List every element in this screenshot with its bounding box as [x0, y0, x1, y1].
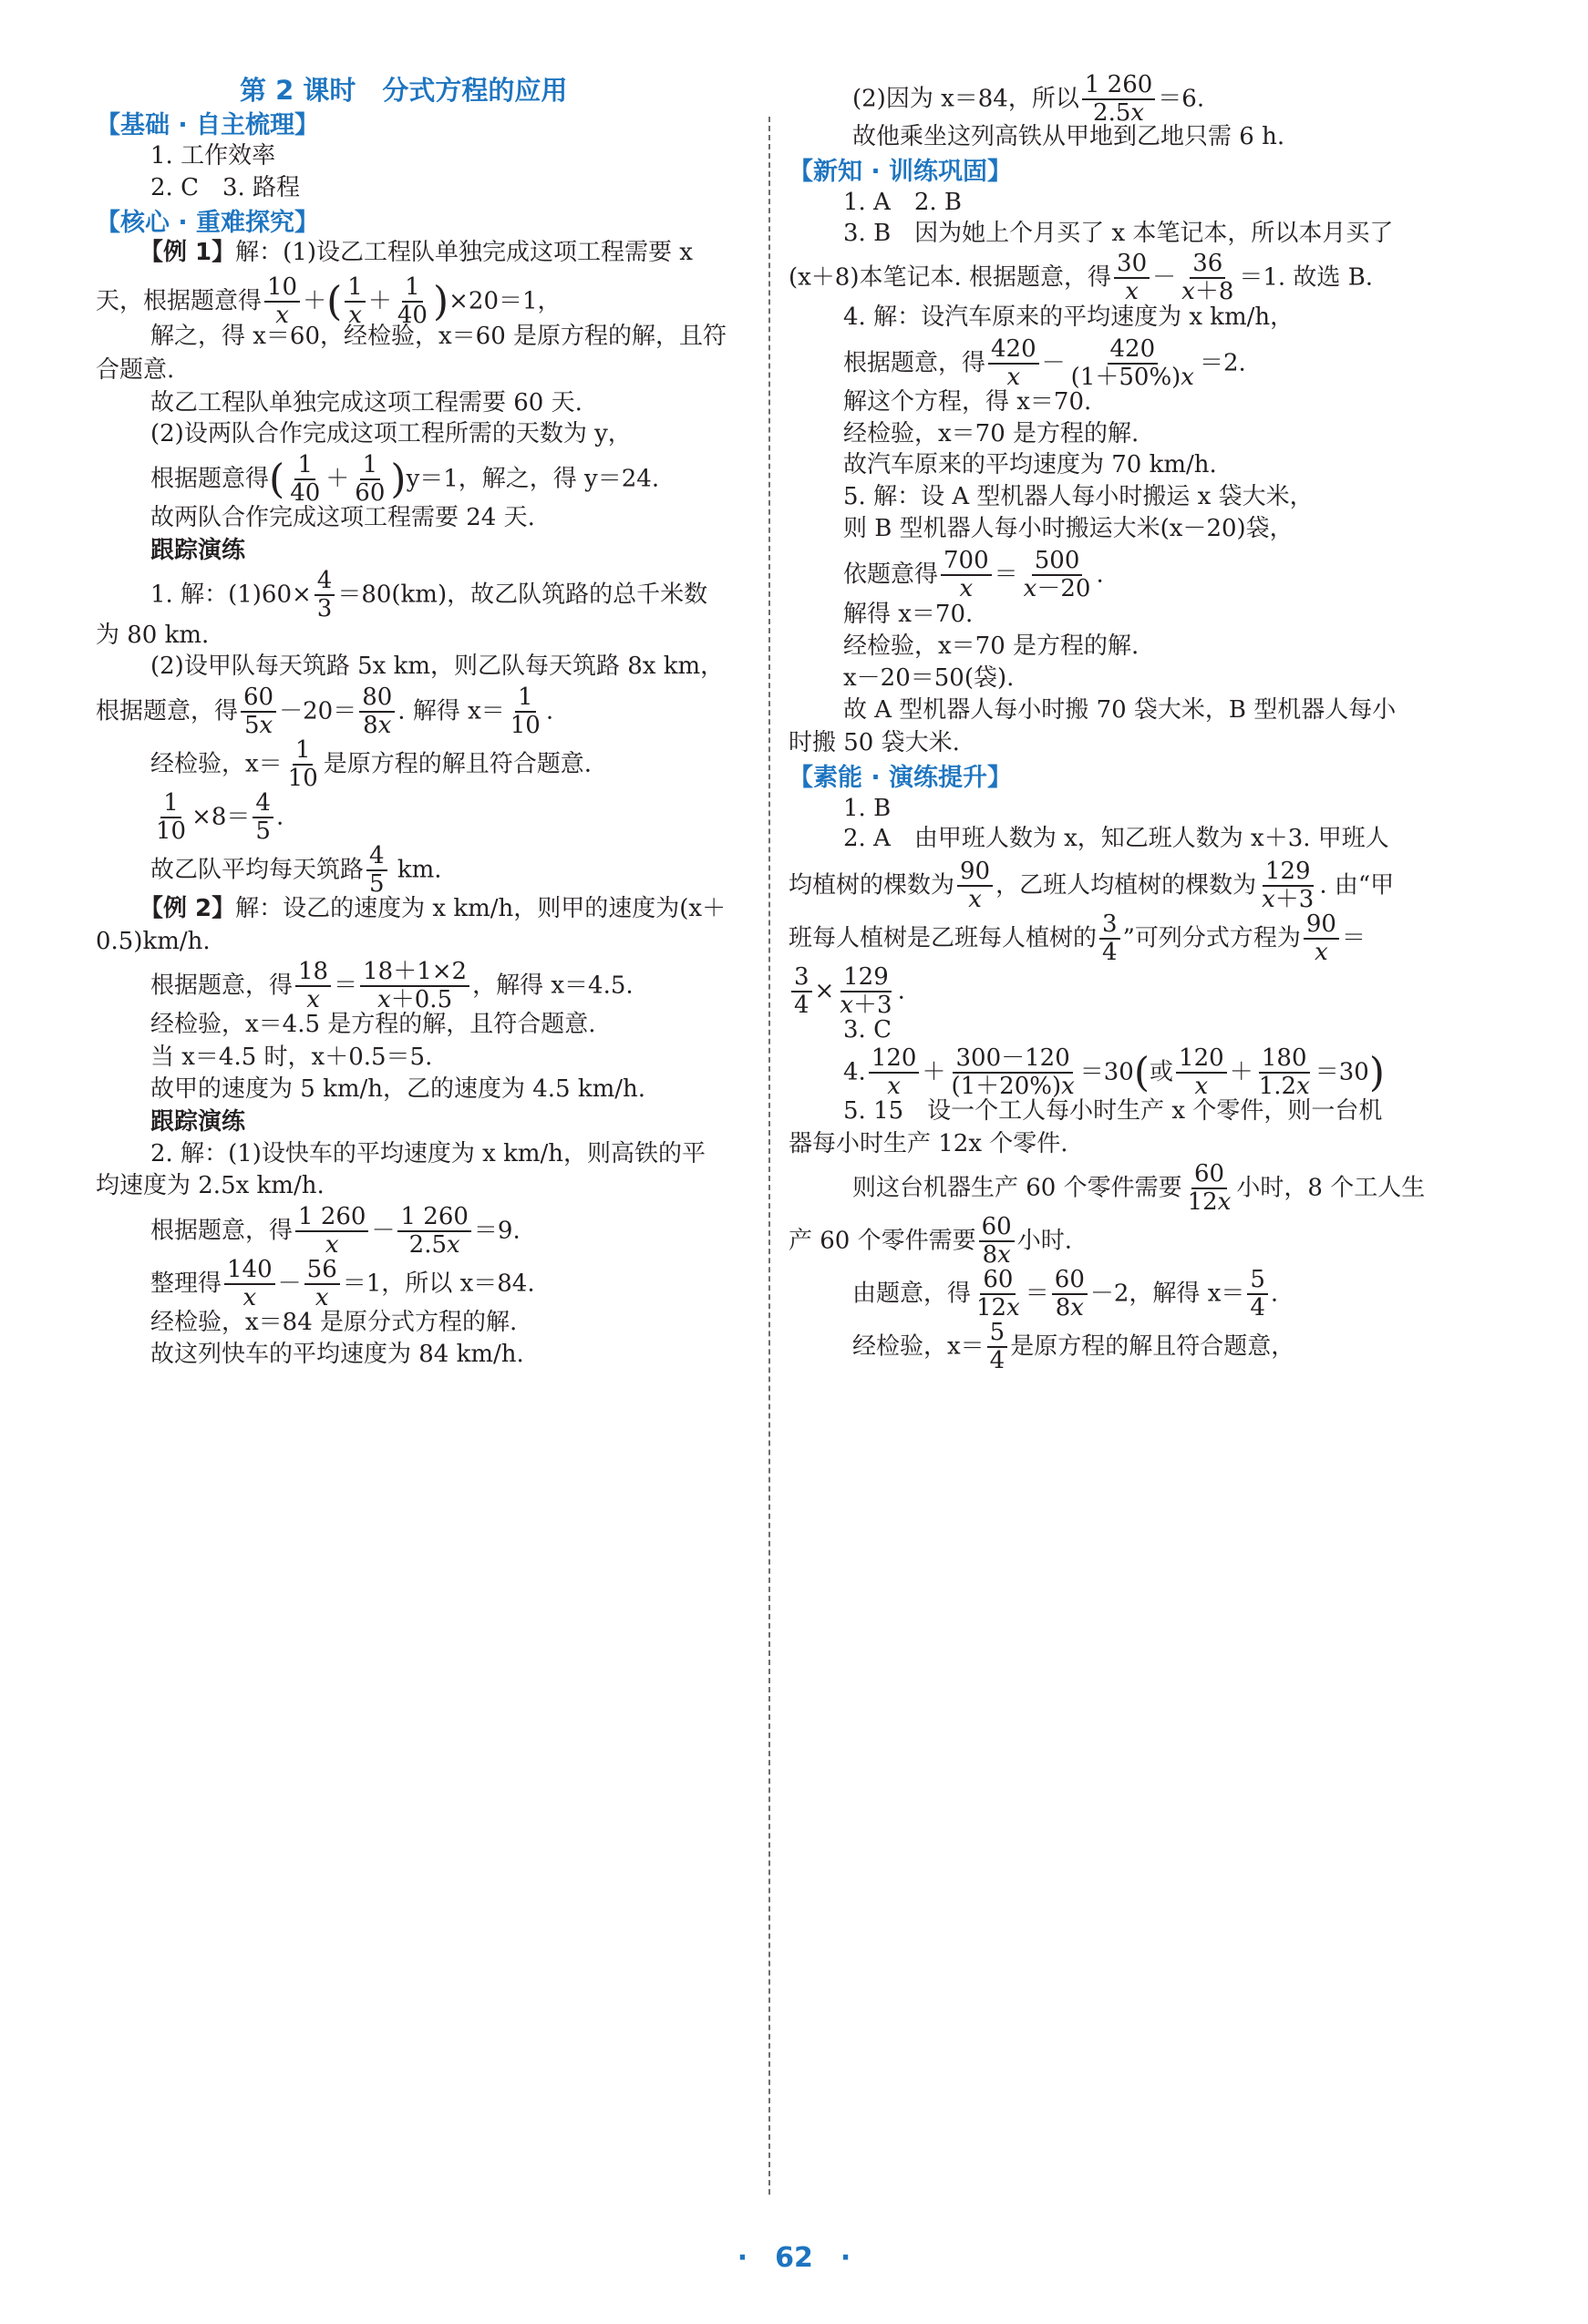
- example-1-line-7: 根据题意得( $\frac{1}{40}$ ＋ $\frac{1}{60}$ )y＝1，解之，得 y＝24.: [150, 451, 660, 508]
- track-2-line-4: 整理得 $\frac{140}{x}$ － $\frac{56}{x}$ ＝1，所以 x＝84.: [150, 1256, 535, 1312]
- ability-item-4: 4. $\frac{120}{x}$ ＋ $\frac{300-120}{(1+20\%)x}$ ＝30(或 $\frac{120}{x}$ ＋ $\frac{180}{1.2x}$ ＝30): [843, 1044, 1385, 1101]
- basic-item-1: 1. 工作效率: [150, 142, 276, 170]
- example-2-line-5: 当 x＝4.5 时，x＋0.5＝5.: [150, 1044, 433, 1071]
- track-1-line-5: 经检验，x＝ $\frac{1}{10}$ 是原方程的解且符合题意.: [150, 736, 593, 793]
- ability-item-2-line-1: 2. A 由甲班人数为 x，知乙班人数为 x＋3. 甲班人: [843, 825, 1389, 852]
- example-1-line-1: 【例 1】解：(1)设乙工程队单独完成这项工程需要 x: [139, 239, 693, 266]
- track-2-line-5: 经检验，x＝84 是原分式方程的解.: [150, 1309, 518, 1336]
- newknow-item-1-2: 1. A 2. B: [843, 189, 963, 216]
- ability-item-5-line-3: 则这台机器生产 60 个零件需要 $\frac{60}{12x}$ 小时，8 个工人生: [852, 1160, 1426, 1217]
- newknow-item-5-line-3: 依题意得 $\frac{700}{x}$ ＝ $\frac{500}{x-20}$ .: [843, 547, 1104, 603]
- newknow-item-3-line-2: (x＋8)本笔记本. 根据题意，得 $\frac{30}{x}$ － $\frac{36}{x+8}$ ＝1. 故选 B.: [789, 250, 1374, 306]
- example-1-label: 【例 1】: [139, 239, 236, 266]
- track-2-line-8: 故他乘坐这列高铁从甲地到乙地只需 6 h.: [852, 123, 1285, 150]
- example-2-line-4: 经检验，x＝4.5 是方程的解，且符合题意.: [150, 1011, 596, 1038]
- ability-item-1: 1. B: [843, 795, 892, 822]
- newknow-item-4-line-4: 经检验，x＝70 是方程的解.: [843, 420, 1139, 447]
- ability-item-5-line-2: 器每小时生产 12x 个零件.: [789, 1130, 1068, 1157]
- track-1-line-7: 故乙队平均每天筑路 $\frac{4}{5}$ km.: [150, 842, 442, 899]
- example-1-line-6: (2)设两队合作完成这项工程所需的天数为 y，: [150, 420, 632, 447]
- track-2-line-3: 根据题意，得 $\frac{1 260}{x}$ － $\frac{1 260}{2.5x}$ ＝9.: [150, 1203, 521, 1260]
- track-2-line-7: (2)因为 x＝84，所以 $\frac{1 260}{2.5x}$ ＝6.: [852, 71, 1205, 128]
- newknow-item-5-line-2: 则 B 型机器人每小时搬运大米(x－20)袋，: [843, 515, 1294, 542]
- track-1-line-1: 1. 解：(1)60× $\frac{4}{3}$ ＝80(km)，故乙队筑路的总千米数: [150, 567, 708, 623]
- newknow-item-3-line-1: 3. B 因为她上个月买了 x 本笔记本，所以本月买了: [843, 220, 1394, 247]
- track-2-line-1: 2. 解：(1)设快车的平均速度为 x km/h，则高铁的平: [150, 1140, 706, 1167]
- newknow-item-5-line-8: 时搬 50 袋大米.: [789, 729, 960, 756]
- ability-item-5-line-6: 经检验，x＝ $\frac{5}{4}$ 是原方程的解且符合题意，: [852, 1319, 1295, 1375]
- example-1-line-3: 解之，得 x＝60，经检验，x＝60 是原方程的解，且符: [150, 323, 727, 350]
- basic-item-2: 2. C 3. 路程: [150, 174, 301, 201]
- section-newknow-heading: 【新知 · 训练巩固】: [789, 158, 1013, 186]
- newknow-item-5-line-7: 故 A 型机器人每小时搬 70 袋大米，B 型机器人每小: [843, 696, 1397, 724]
- track-1-line-4: 根据题意，得 $\frac{60}{5x}$ －20＝ $\frac{80}{8x}$ . 解得 x＝ $\frac{1}{10}$ .: [96, 684, 554, 740]
- track-1-line-3: (2)设甲队每天筑路 5x km，则乙队每天筑路 8x km，: [150, 653, 725, 680]
- ability-item-5-line-1: 5. 15 设一个工人每小时生产 x 个零件，则一台机: [843, 1097, 1383, 1125]
- newknow-item-4-line-2: 根据题意，得 $\frac{420}{x}$ － $\frac{420}{(1+50\%)x}$ ＝2.: [843, 335, 1246, 392]
- ability-item-5-line-4: 产 60 个零件需要 $\frac{60}{8x}$ 小时.: [789, 1213, 1072, 1270]
- ability-item-5-line-5: 由题意，得 $\frac{60}{12x}$ ＝ $\frac{60}{8x}$ －2，解得 x＝ $\frac{5}{4}$ .: [852, 1266, 1279, 1322]
- ability-item-2-line-3: 班每人植树是乙班每人植树的 $\frac{3}{4}$ ”可列分式方程为 $\frac{90}{x}$ ＝: [789, 910, 1366, 967]
- newknow-item-5-line-6: x－20＝50(袋).: [843, 664, 1015, 692]
- example-2-line-3: 根据题意，得 $\frac{18}{x}$ ＝ $\frac{18+1\times 2}{x+0.5}$ ，解得 x＝4.5.: [150, 958, 634, 1014]
- newknow-item-5-line-4: 解得 x＝70.: [843, 601, 974, 628]
- page-number: · 62 ·: [737, 2242, 851, 2274]
- page-title: 第 2 课时 分式方程的应用: [240, 75, 568, 106]
- track-1-line-2: 为 80 km.: [96, 622, 210, 649]
- ability-item-2-line-2: 均植树的棵数为 $\frac{90}{x}$ ，乙班人均植树的棵数为 $\frac{129}{x+3}$ . 由“甲: [789, 858, 1395, 914]
- example-1-line-8: 故两队合作完成这项工程需要 24 天.: [150, 504, 535, 531]
- newknow-item-4-line-3: 解这个方程，得 x＝70.: [843, 388, 1092, 416]
- example-1-line-5: 故乙工程队单独完成这项工程需要 60 天.: [150, 389, 583, 416]
- example-2-line-6: 故甲的速度为 5 km/h，乙的速度为 4.5 km/h.: [150, 1075, 646, 1103]
- example-2-line-2: 0.5)km/h.: [96, 928, 211, 955]
- ability-item-3: 3. C: [843, 1016, 892, 1044]
- track-1-line-6: $\frac{1}{10}$ ×8＝ $\frac{4}{5}$ .: [156, 789, 284, 846]
- ability-item-2-line-4: $\frac{3}{4}$ × $\frac{129}{x+3}$ .: [789, 965, 905, 1019]
- newknow-item-4-line-1: 4. 解：设汽车原来的平均速度为 x km/h，: [843, 303, 1294, 331]
- track-practice-heading-1: 跟踪演练: [150, 537, 246, 564]
- track-2-line-6: 故这列快车的平均速度为 84 km/h.: [150, 1341, 524, 1368]
- fraction: $\frac{10}{x}$: [264, 275, 300, 329]
- section-basic-heading: 【基础 · 自主梳理】: [96, 111, 320, 139]
- example-1-line-4: 合题意.: [96, 356, 175, 384]
- track-2-line-2: 均速度为 2.5x km/h.: [96, 1172, 325, 1199]
- section-ability-heading: 【素能 · 演练提升】: [789, 764, 1013, 792]
- newknow-item-5-line-5: 经检验，x＝70 是方程的解.: [843, 632, 1139, 660]
- example-2-line-1: 【例 2】解：设乙的速度为 x km/h，则甲的速度为(x＋: [139, 895, 727, 922]
- column-divider: [768, 117, 770, 2195]
- newknow-item-5-line-1: 5. 解：设 A 型机器人每小时搬运 x 袋大米，: [843, 483, 1314, 510]
- example-1-equation: 天，根据题意得 $\frac{10}{x}$ ＋( $\frac{1}{x}$ ＋ $\frac{1}{40}$ )×20＝1，: [96, 273, 562, 330]
- newknow-item-4-line-5: 故汽车原来的平均速度为 70 km/h.: [843, 451, 1217, 478]
- section-core-heading: 【核心 · 重难探究】: [96, 209, 320, 237]
- track-practice-heading-2: 跟踪演练: [150, 1108, 246, 1136]
- example-2-label: 【例 2】: [139, 895, 236, 922]
